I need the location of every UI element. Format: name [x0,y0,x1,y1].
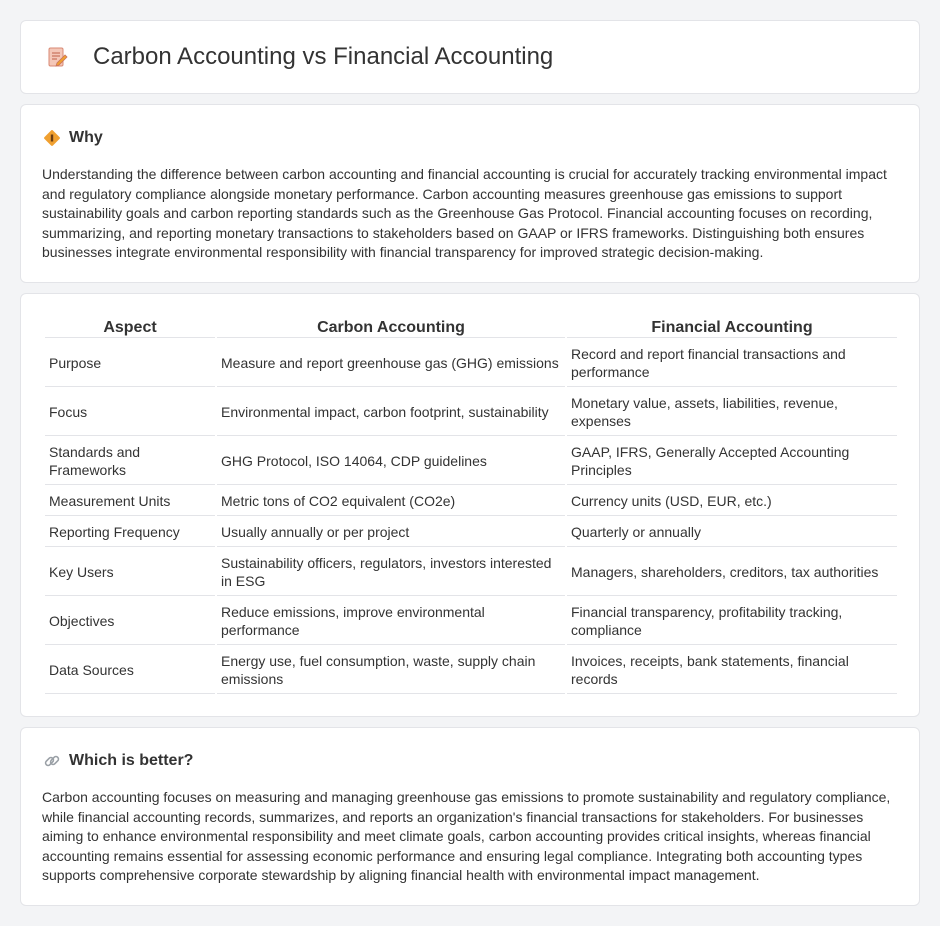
carbon-cell: Environmental impact, carbon footprint, sustainability [217,389,565,436]
table-row [45,438,897,485]
link-icon [43,752,61,770]
page-title: Carbon Accounting vs Financial Accounting [93,43,554,70]
financial-cell: Financial transparency, profitability tracking, compliance [567,598,897,645]
header-card [20,20,920,94]
aspect-cell: Measurement Units [45,487,215,516]
carbon-cell: Energy use, fuel consumption, waste, supply chain emissions [217,647,565,694]
aspect-cell: Purpose [45,340,215,387]
why-paragraph: Understanding the difference between carbon accounting and financial accounting is crucial for accurately tracking environmental impact and regulatory compliance alongside monetary performance. Carbon accounting measures greenhouse gas emissions to support sustainability goals and carbon reporting standards such as the Greenhouse Gas Protocol. Financial accounting focuses on recording, summarizing, and reporting monetary transactions to stakeholders based on GAAP or IFRS frameworks. Distinguishing both ensures businesses integrate environmental responsibility with financial transparency for improved strategic decision-making. [42,166,887,260]
aspect-cell: Data Sources [45,647,215,694]
table-row [45,487,897,516]
better-paragraph: Carbon accounting focuses on measuring and managing greenhouse gas emissions to promote sustainability and regulatory compliance, while financial accounting records, summarizes, and reports an organization's financial transactions for stakeholders. For businesses aiming to enhance environmental responsibility and meet climate goals, carbon accounting provides critical insights, whereas financial accounting remains essential for assessing economic performance and ensuring legal compliance. Integrating both accounting types supports comprehensive corporate stewardship by aligning financial health with environmental impact management. [42,789,891,883]
carbon-cell: Usually annually or per project [217,518,565,547]
aspect-cell: Reporting Frequency [45,518,215,547]
financial-cell: Monetary value, assets, liabilities, revenue, expenses [567,389,897,436]
column-header-financial: Financial Accounting [567,318,897,338]
column-header-aspect: Aspect [45,318,215,338]
carbon-cell: Measure and report greenhouse gas (GHG) emissions [217,340,565,387]
better-heading-text: Which is better? [69,752,194,769]
carbon-cell: Reduce emissions, improve environmental performance [217,598,565,645]
financial-cell: Quarterly or annually [567,518,897,547]
why-section [20,104,920,283]
document-pencil-icon [47,46,69,70]
aspect-cell: Objectives [45,598,215,645]
why-heading-text: Why [69,129,103,146]
better-heading [43,750,193,772]
table-row [45,647,897,694]
aspect-cell: Key Users [45,549,215,596]
carbon-cell: Metric tons of CO2 equivalent (CO2e) [217,487,565,516]
comparison-section [20,293,920,717]
table-row [45,518,897,547]
financial-cell: Invoices, receipts, bank statements, financial records [567,647,897,694]
carbon-cell: Sustainability officers, regulators, investors interested in ESG [217,549,565,596]
diamond-sign-icon [43,129,61,147]
aspect-cell: Focus [45,389,215,436]
carbon-cell: GHG Protocol, ISO 14064, CDP guidelines [217,438,565,485]
table-row [45,389,897,436]
aspect-cell: Standards and Frameworks [45,438,215,485]
table-row [45,549,897,596]
table-header-row [45,318,897,338]
table-row [45,598,897,645]
table-row [45,340,897,387]
financial-cell: Managers, shareholders, creditors, tax authorities [567,549,897,596]
which-is-better-section [20,727,920,906]
column-header-carbon: Carbon Accounting [217,318,565,338]
comparison-table [43,316,899,696]
why-heading [43,127,103,149]
financial-cell: Currency units (USD, EUR, etc.) [567,487,897,516]
financial-cell: GAAP, IFRS, Generally Accepted Accounting Principles [567,438,897,485]
financial-cell: Record and report financial transactions and performance [567,340,897,387]
